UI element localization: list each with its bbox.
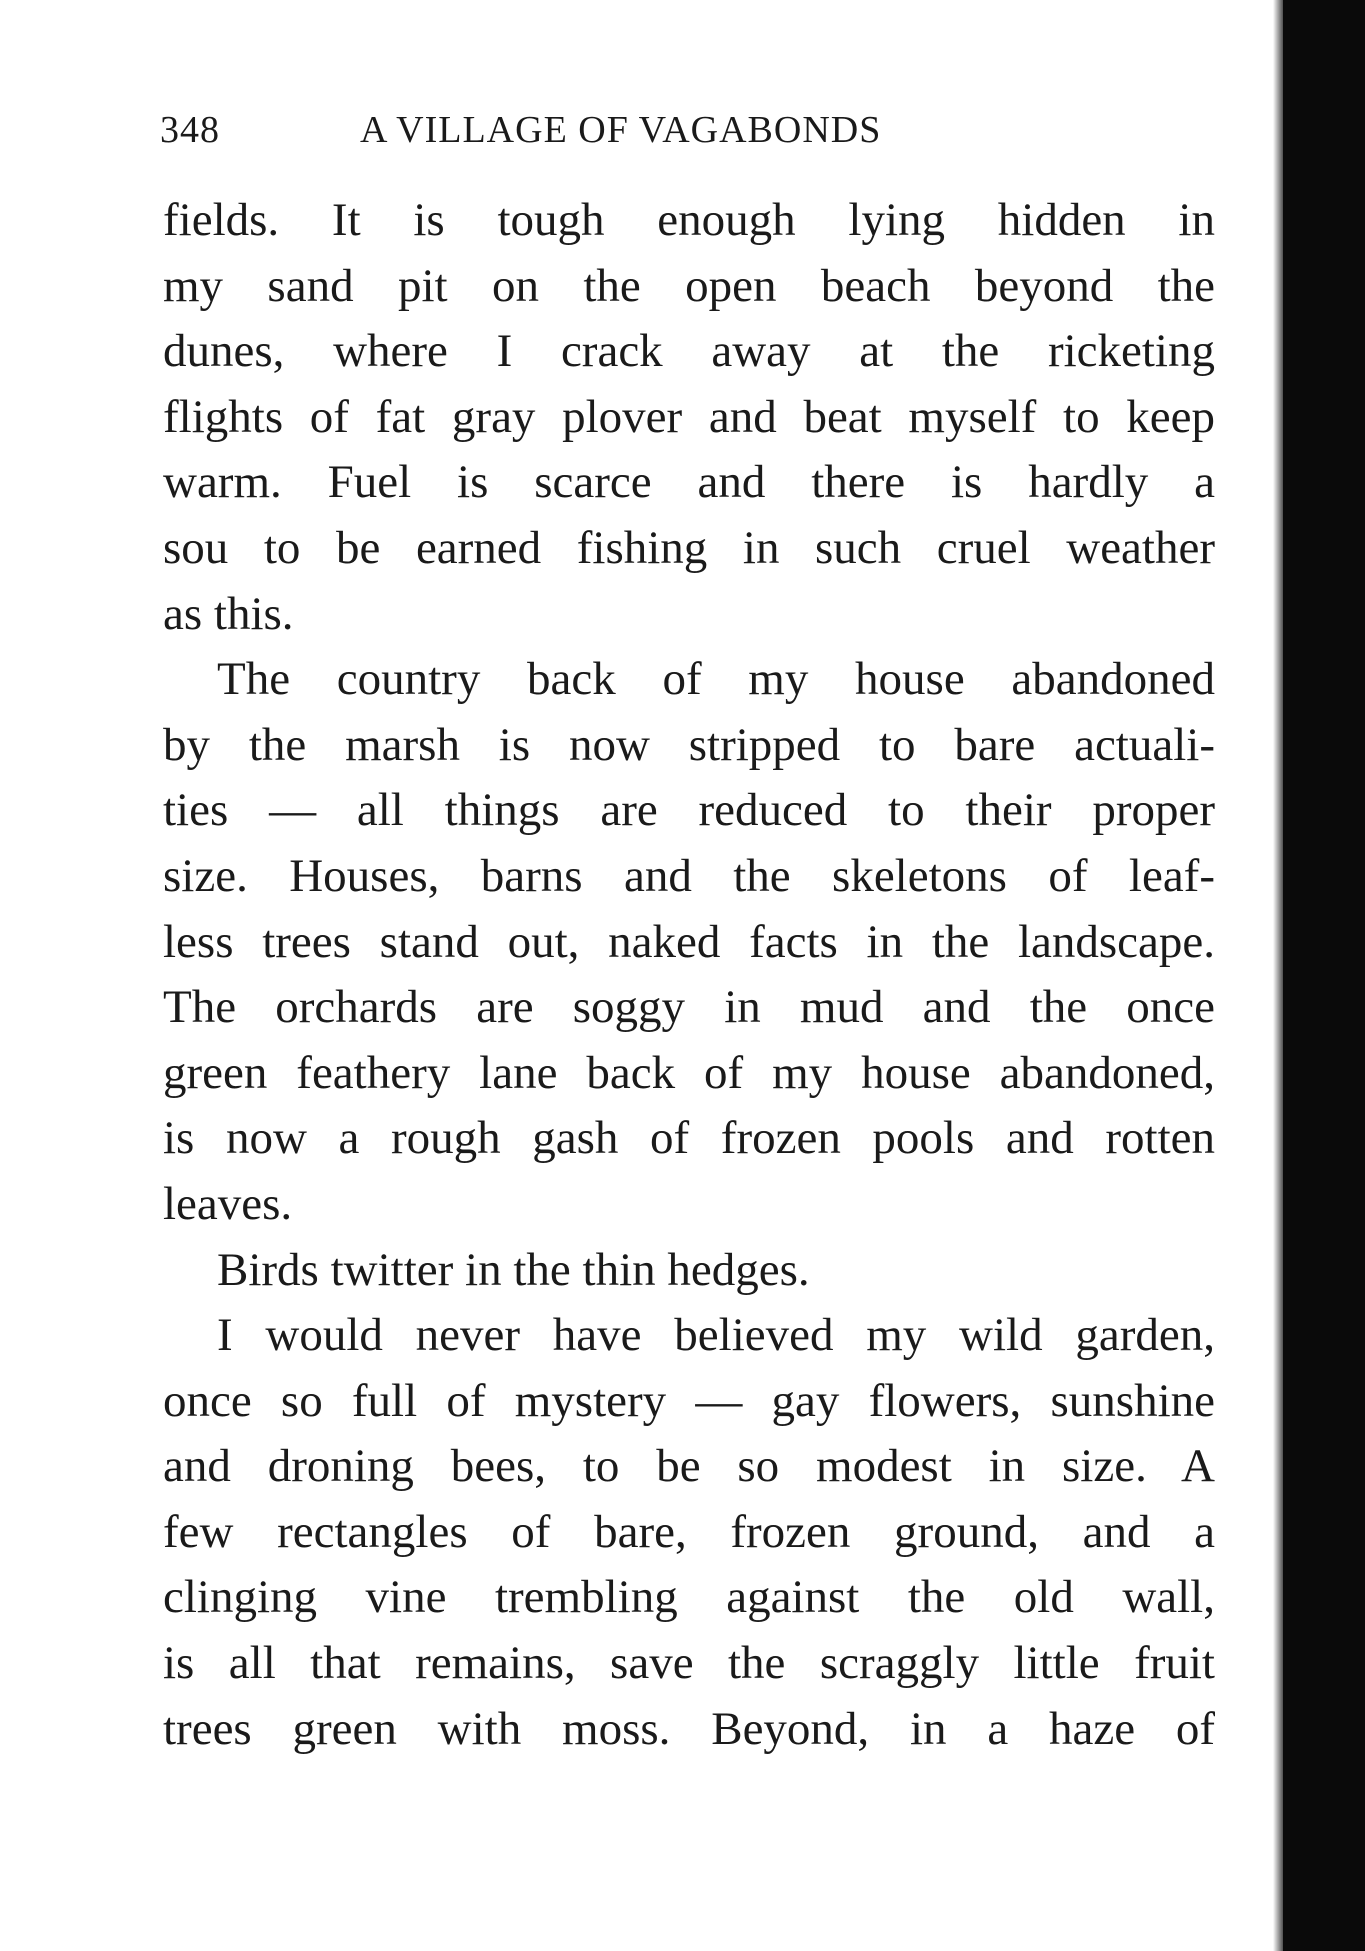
text-line: ties — all things are reduced to their proper <box>163 784 1215 837</box>
binding-shadow <box>1283 0 1365 1951</box>
text-line: flights of fat gray plover and beat myself to keep <box>163 390 1215 443</box>
text-line: green feathery lane back of my house abandoned, <box>163 1046 1215 1099</box>
text-line: The country back of my house abandoned <box>217 653 1215 706</box>
text-line: warm. Fuel is scarce and there is hardly a <box>163 456 1215 509</box>
text-line: as this. <box>163 587 294 640</box>
text-line: The orchards are soggy in mud and the once <box>163 981 1215 1034</box>
running-head <box>160 108 1020 158</box>
book-title: A VILLAGE OF VAGABONDS <box>360 109 882 151</box>
text-line: fields. It is tough enough lying hidden in <box>163 194 1215 246</box>
text-line: is all that remains, save the scraggly little fruit <box>163 1637 1215 1690</box>
text-line: clinging vine trembling against the old wall, <box>163 1571 1215 1624</box>
text-line: size. Houses, barns and the skeletons of leaf- <box>163 849 1215 902</box>
body-text <box>163 188 1215 1762</box>
text-line: and droning bees, to be so modest in size. A <box>163 1440 1215 1493</box>
text-line: Birds twitter in the thin hedges. <box>217 1243 810 1296</box>
text-line: trees green with moss. Beyond, in a haze of <box>163 1702 1215 1755</box>
text-line: sou to be earned fishing in such cruel weather <box>163 521 1215 574</box>
text-line: I would never have believed my wild garden, <box>217 1309 1215 1362</box>
text-line: leaves. <box>163 1177 293 1230</box>
text-line: by the marsh is now stripped to bare actuali- <box>163 718 1215 771</box>
text-line: less trees stand out, naked facts in the landscape. <box>163 915 1215 968</box>
text-line: few rectangles of bare, frozen ground, and a <box>163 1505 1215 1558</box>
page-number: 348 <box>160 109 220 151</box>
text-line: my sand pit on the open beach beyond the <box>163 259 1215 312</box>
text-line: is now a rough gash of frozen pools and rotten <box>163 1112 1215 1165</box>
text-line: dunes, where I crack away at the ricketing <box>163 325 1215 378</box>
text-line: once so full of mystery — gay flowers, sunshine <box>163 1374 1215 1427</box>
